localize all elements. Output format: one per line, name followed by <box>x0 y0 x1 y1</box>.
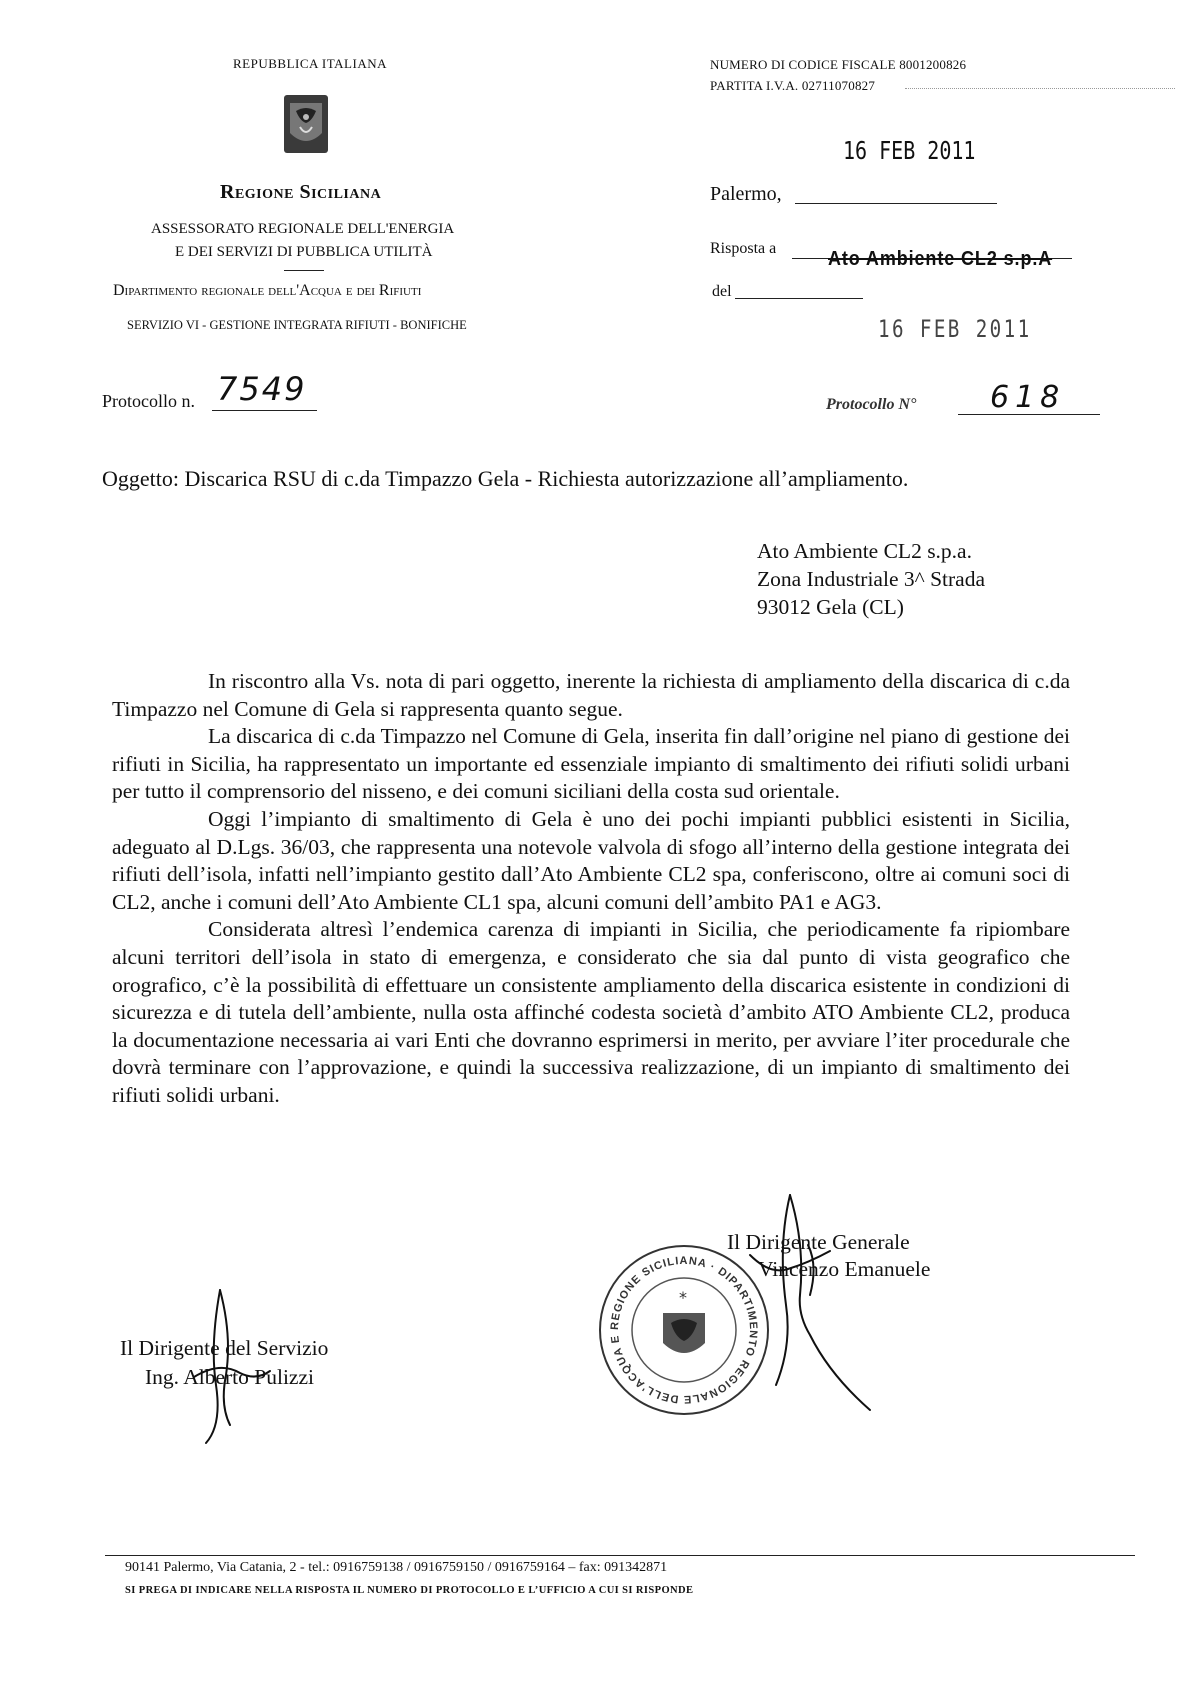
reply-to-value: Ato Ambiente CL2 s.p.A <box>828 248 1053 270</box>
department-label: Dipartimento regionale dell'Acqua e dei Rifiuti <box>113 282 422 299</box>
assessorato-line2: E DEI SERVIZI DI PUBBLICA UTILITÀ <box>175 244 433 260</box>
del-underline <box>735 298 863 299</box>
fiscal-code-label: NUMERO DI CODICE FISCALE <box>710 57 896 72</box>
vat-number <box>710 78 875 94</box>
region-title: Regione Siciliana <box>220 181 382 203</box>
republic-label: REPUBBLICA ITALIANA <box>233 56 387 71</box>
paragraph-2: La discarica di c.da Timpazzo nel Comune di Gela, inserita fin dall’origine nel piano di gestione dei rifiuti in Sicilia, ha rappresentato un importante ed essenziale impianto di smaltimento dei rifiuti solidi urbani per tutto il comprensorio del nisseno, e dei comuni siciliani della costa sud orientale. <box>112 724 1070 804</box>
svg-text:*: * <box>679 1288 687 1307</box>
fiscal-code <box>710 57 966 73</box>
stamp-outer-text: REGIONE SICILIANA · DIPARTIMENTO REGIONALE DELL'ACQUA E <box>608 1254 760 1406</box>
footer-address: 90141 Palermo, Via Catania, 2 - tel.: 0916759138 / 0916759150 / 0916759164 – fax: 091342871 <box>125 1560 668 1575</box>
divider <box>284 270 324 271</box>
protocol-label-right: Protocollo N° <box>826 396 917 413</box>
service-director-signature <box>180 1285 290 1445</box>
paragraph-4: Considerata altresì l’endemica carenza di impianti in Sicilia, che periodicamente fa ripiombare alcuni territori dell’isola in stato di emergenza, e considerato che sia dal punto di vista geografico che orografico, c’è la possibilità di effettuare un consistente ampliamento della discarica esistente in condizioni di sicurezza e di tutela dell’ambiente, nulla osta affinché codesta società d’ambito ATO Ambiente CL2, produca la documentazione necessaria ai vari Enti che dovranno esprimersi in merito, per avviare l’iter procedurale che dovrà terminare con l’approvazione, e quindi la successiva realizzazione, di un impianto di smaltimento dei rifiuti solidi urbani. <box>112 917 1070 1107</box>
assessorato-line1: ASSESSORATO REGIONALE DELL'ENERGIA <box>151 221 455 237</box>
service-director-title: Il Dirigente del Servizio <box>120 1336 329 1360</box>
reply-label: Risposta a <box>710 240 777 257</box>
palermo-underline <box>795 203 997 204</box>
vat-label: PARTITA I.V.A. <box>710 78 799 93</box>
date-stamp-2: 16 FEB 2011 <box>878 315 1032 343</box>
general-director-signature <box>690 1185 930 1415</box>
coat-of-arms-icon <box>282 93 330 155</box>
paragraph-1: In riscontro alla Vs. nota di pari oggetto, inerente la richiesta di ampliamento della discarica di c.da Timpazzo nel Comune di Gela si rappresenta quanto segue. <box>112 669 1070 721</box>
protocol-number-right: 618 <box>990 380 1066 415</box>
footer-rule <box>105 1555 1135 1556</box>
subject-line: Oggetto: Discarica RSU di c.da Timpazzo Gela - Richiesta autorizzazione all’ampliamento. <box>102 466 909 491</box>
service-director-name: Ing. Alberto Pulizzi <box>145 1365 314 1389</box>
fiscal-code-value: 8001200826 <box>899 57 967 72</box>
date-stamp: 16 FEB 2011 <box>843 136 976 165</box>
service-label: SERVIZIO VI - GESTIONE INTEGRATA RIFIUTI - BONIFICHE <box>127 318 467 332</box>
general-director-name: Vincenzo Emanuele <box>758 1257 931 1281</box>
header-dotted-line <box>905 88 1175 89</box>
general-director-title: Il Dirigente Generale <box>727 1230 910 1254</box>
recipient-line3: 93012 Gela (CL) <box>757 595 904 619</box>
paragraph-3: Oggi l’impianto di smaltimento di Gela è uno dei pochi impianti pubblici esistenti in Sicilia, adeguato al D.Lgs. 36/03, che rappresenta una notevole valvola di sfogo all’interno della gestione integrata dei rifiuti dell’isola, infatti nell’impianto gestito dall’Ato Ambiente CL2 spa, conferiscono, oltre ai comuni soci di CL2, anche i comuni dell’Ato Ambiente CL1 spa, alcuni comuni dell’ambito PA1 e AG3. <box>112 806 1070 914</box>
protocol-label-left: Protocollo n. <box>102 391 195 411</box>
recipient-block <box>757 537 985 621</box>
recipient-line2: Zona Industriale 3^ Strada <box>757 567 986 591</box>
letter-body <box>112 668 1070 1110</box>
protocol-underline-left <box>212 410 317 411</box>
del-label: del <box>712 283 732 300</box>
vat-value: 02711070827 <box>801 78 876 93</box>
footer-note: SI PREGA DI INDICARE NELLA RISPOSTA IL NUMERO DI PROTOCOLLO E L’UFFICIO A CUI SI RISPONDE <box>125 1585 694 1596</box>
recipient-line1: Ato Ambiente CL2 s.p.a. <box>757 539 972 563</box>
palermo-label: Palermo, <box>710 183 782 205</box>
protocol-underline-right <box>958 414 1100 415</box>
protocol-number-left: 7549 <box>217 370 307 408</box>
